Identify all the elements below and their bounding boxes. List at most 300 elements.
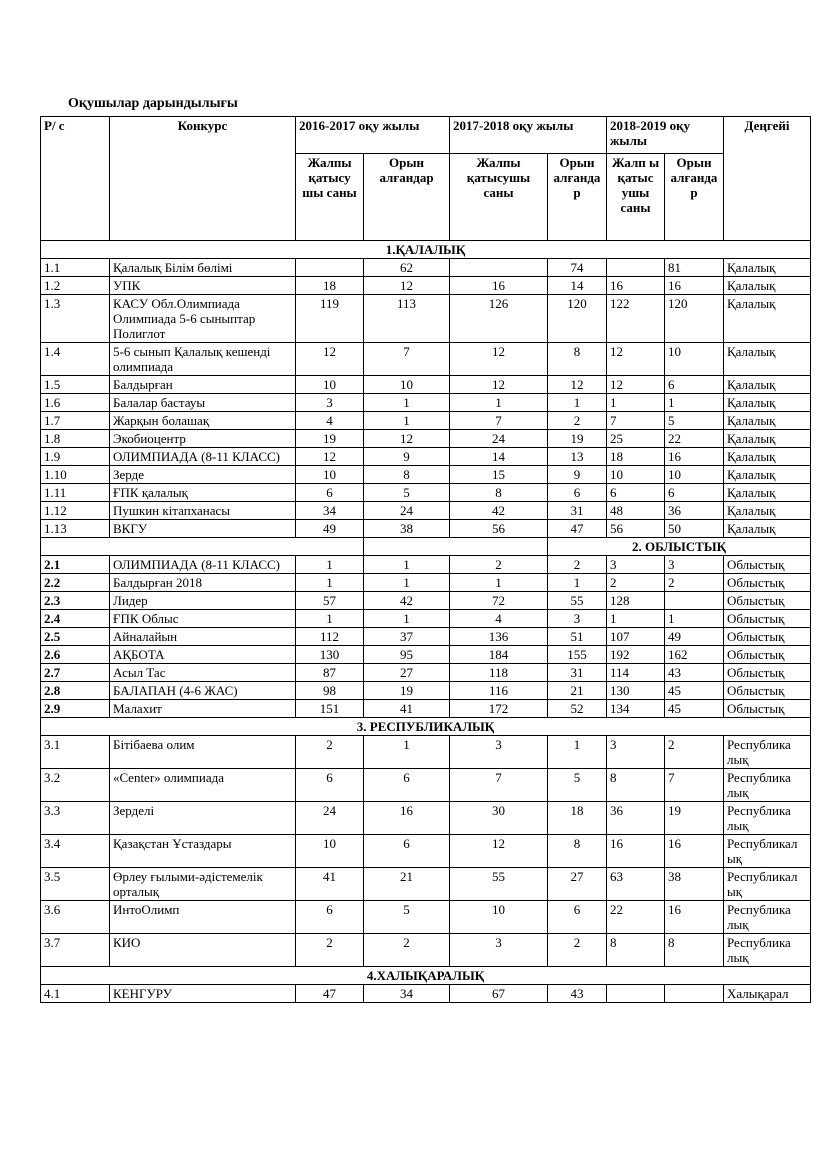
contest-name: КЕНГУРУ bbox=[110, 985, 296, 1003]
y2-places: 5 bbox=[548, 769, 607, 802]
y1-places: 34 bbox=[364, 985, 450, 1003]
level: Халықарал bbox=[724, 985, 811, 1003]
level: Республикал ық bbox=[724, 835, 811, 868]
y2-places: 2 bbox=[548, 934, 607, 967]
y3-total: 1 bbox=[607, 394, 665, 412]
table-row bbox=[41, 376, 811, 394]
y2-places: 9 bbox=[548, 466, 607, 484]
row-number: 3.3 bbox=[41, 802, 110, 835]
row-number: 1.1 bbox=[41, 259, 110, 277]
level: Қалалық bbox=[724, 448, 811, 466]
y1-total: 47 bbox=[296, 985, 364, 1003]
level: Қалалық bbox=[724, 466, 811, 484]
contest-name: Пушкин кітапханасы bbox=[110, 502, 296, 520]
row-number: 2.6 bbox=[41, 646, 110, 664]
contest-name: ИнтоОлимп bbox=[110, 901, 296, 934]
y2-places: 31 bbox=[548, 502, 607, 520]
header-y3-total: Жалп ы қатыс ушы саны bbox=[607, 154, 665, 241]
y1-total: 3 bbox=[296, 394, 364, 412]
y1-places: 24 bbox=[364, 502, 450, 520]
level: Облыстық bbox=[724, 574, 811, 592]
row-number: 4.1 bbox=[41, 985, 110, 1003]
row-number: 3.1 bbox=[41, 736, 110, 769]
row-number: 1.11 bbox=[41, 484, 110, 502]
table-row bbox=[41, 484, 811, 502]
table-row bbox=[41, 628, 811, 646]
table-row bbox=[41, 610, 811, 628]
row-number: 2.1 bbox=[41, 556, 110, 574]
y1-total: 130 bbox=[296, 646, 364, 664]
y2-places: 51 bbox=[548, 628, 607, 646]
level: Республика лық bbox=[724, 934, 811, 967]
contest-name: Қалалық Білім бөлімі bbox=[110, 259, 296, 277]
y2-places: 19 bbox=[548, 430, 607, 448]
y3-places: 22 bbox=[665, 430, 724, 448]
header-y2-total: Жалпы қатысушы саны bbox=[450, 154, 548, 241]
y2-places: 31 bbox=[548, 664, 607, 682]
y2-total: 15 bbox=[450, 466, 548, 484]
row-number: 2.9 bbox=[41, 700, 110, 718]
table-row bbox=[41, 502, 811, 520]
contest-name: БАЛАПАН (4-6 ЖАС) bbox=[110, 682, 296, 700]
table-row bbox=[41, 520, 811, 538]
level: Облыстық bbox=[724, 700, 811, 718]
row-number: 2.7 bbox=[41, 664, 110, 682]
y1-places: 27 bbox=[364, 664, 450, 682]
y3-total bbox=[607, 259, 665, 277]
y1-places: 37 bbox=[364, 628, 450, 646]
header-year-2016-2017: 2016-2017 оқу жылы bbox=[296, 117, 450, 154]
y1-places: 12 bbox=[364, 430, 450, 448]
y2-places: 6 bbox=[548, 484, 607, 502]
y3-places: 3 bbox=[665, 556, 724, 574]
table-row bbox=[41, 901, 811, 934]
y1-places: 2 bbox=[364, 934, 450, 967]
y3-places bbox=[665, 985, 724, 1003]
contest-name: Балдырған 2018 bbox=[110, 574, 296, 592]
row-number: 1.2 bbox=[41, 277, 110, 295]
y2-total: 24 bbox=[450, 430, 548, 448]
y2-total: 16 bbox=[450, 277, 548, 295]
y3-total: 12 bbox=[607, 343, 665, 376]
y1-places: 62 bbox=[364, 259, 450, 277]
section-title: 2. ОБЛЫСТЫҚ bbox=[548, 538, 811, 556]
level: Қалалық bbox=[724, 259, 811, 277]
y2-total: 30 bbox=[450, 802, 548, 835]
row-number: 2.4 bbox=[41, 610, 110, 628]
y2-places: 155 bbox=[548, 646, 607, 664]
y1-places: 42 bbox=[364, 592, 450, 610]
y3-total: 192 bbox=[607, 646, 665, 664]
table-row bbox=[41, 430, 811, 448]
table-row bbox=[41, 295, 811, 343]
y1-places: 5 bbox=[364, 484, 450, 502]
y3-total: 114 bbox=[607, 664, 665, 682]
level: Қалалық bbox=[724, 412, 811, 430]
y1-places: 38 bbox=[364, 520, 450, 538]
y1-places: 6 bbox=[364, 769, 450, 802]
level: Облыстық bbox=[724, 682, 811, 700]
y1-total: 6 bbox=[296, 769, 364, 802]
y2-total: 4 bbox=[450, 610, 548, 628]
y2-places: 6 bbox=[548, 901, 607, 934]
y1-places: 12 bbox=[364, 277, 450, 295]
level: Республика лық bbox=[724, 769, 811, 802]
y1-total: 2 bbox=[296, 736, 364, 769]
table-row bbox=[41, 343, 811, 376]
contest-name: ОЛИМПИАДА (8-11 КЛАСС) bbox=[110, 448, 296, 466]
contest-name: Экобиоцентр bbox=[110, 430, 296, 448]
y1-places: 95 bbox=[364, 646, 450, 664]
y3-places: 2 bbox=[665, 574, 724, 592]
section-header-row bbox=[41, 718, 811, 736]
y1-places: 1 bbox=[364, 556, 450, 574]
y1-total: 12 bbox=[296, 343, 364, 376]
y2-total: 7 bbox=[450, 769, 548, 802]
section-header-row bbox=[41, 967, 811, 985]
y3-places: 10 bbox=[665, 466, 724, 484]
table-row bbox=[41, 646, 811, 664]
row-number: 2.3 bbox=[41, 592, 110, 610]
y1-places: 1 bbox=[364, 412, 450, 430]
y1-places: 10 bbox=[364, 376, 450, 394]
y3-total: 56 bbox=[607, 520, 665, 538]
row-number: 1.13 bbox=[41, 520, 110, 538]
y2-total: 1 bbox=[450, 574, 548, 592]
y2-total bbox=[450, 259, 548, 277]
y1-places: 1 bbox=[364, 574, 450, 592]
row-number: 1.7 bbox=[41, 412, 110, 430]
y2-places: 2 bbox=[548, 412, 607, 430]
contest-name: ОЛИМПИАДА (8-11 КЛАСС) bbox=[110, 556, 296, 574]
y3-places: 2 bbox=[665, 736, 724, 769]
y3-places: 19 bbox=[665, 802, 724, 835]
y3-total: 22 bbox=[607, 901, 665, 934]
y3-total: 3 bbox=[607, 556, 665, 574]
y2-places: 1 bbox=[548, 736, 607, 769]
y1-total: 112 bbox=[296, 628, 364, 646]
y2-places: 43 bbox=[548, 985, 607, 1003]
level: Қалалық bbox=[724, 502, 811, 520]
y2-total: 55 bbox=[450, 868, 548, 901]
y2-total: 42 bbox=[450, 502, 548, 520]
y1-total: 4 bbox=[296, 412, 364, 430]
y3-total: 25 bbox=[607, 430, 665, 448]
level: Республика лық bbox=[724, 802, 811, 835]
contest-name: Айналайын bbox=[110, 628, 296, 646]
level: Облыстық bbox=[724, 628, 811, 646]
y1-total: 87 bbox=[296, 664, 364, 682]
y3-total: 7 bbox=[607, 412, 665, 430]
y2-total: 172 bbox=[450, 700, 548, 718]
y1-total: 1 bbox=[296, 574, 364, 592]
y3-places: 45 bbox=[665, 682, 724, 700]
y3-total: 128 bbox=[607, 592, 665, 610]
table-row bbox=[41, 700, 811, 718]
y1-places: 5 bbox=[364, 901, 450, 934]
contest-name: ВКГУ bbox=[110, 520, 296, 538]
y2-places: 52 bbox=[548, 700, 607, 718]
contest-name: «Center» олимпиада bbox=[110, 769, 296, 802]
header-y3-places: Орын алғанда р bbox=[665, 154, 724, 241]
row-number: 3.6 bbox=[41, 901, 110, 934]
y3-places: 43 bbox=[665, 664, 724, 682]
contest-name: КАСУ Обл.Олимпиада Олимпиада 5-6 сыныптар Полиглот bbox=[110, 295, 296, 343]
y3-total: 8 bbox=[607, 934, 665, 967]
header-level: Деңгейі bbox=[724, 117, 811, 241]
row-number: 3.2 bbox=[41, 769, 110, 802]
y3-total: 10 bbox=[607, 466, 665, 484]
contest-name: КИО bbox=[110, 934, 296, 967]
y2-total: 10 bbox=[450, 901, 548, 934]
row-number: 1.3 bbox=[41, 295, 110, 343]
y3-total: 107 bbox=[607, 628, 665, 646]
contest-name: УПК bbox=[110, 277, 296, 295]
y1-total: 19 bbox=[296, 430, 364, 448]
y3-total: 36 bbox=[607, 802, 665, 835]
y3-total: 134 bbox=[607, 700, 665, 718]
y1-total: 41 bbox=[296, 868, 364, 901]
y1-total: 1 bbox=[296, 610, 364, 628]
table-row bbox=[41, 664, 811, 682]
header-year-2018-2019: 2018-2019 оқу жылы bbox=[607, 117, 724, 154]
table-row bbox=[41, 592, 811, 610]
y1-total: 12 bbox=[296, 448, 364, 466]
y3-places: 6 bbox=[665, 484, 724, 502]
level: Облыстық bbox=[724, 556, 811, 574]
section-blank-cell bbox=[41, 538, 364, 556]
level: Қалалық bbox=[724, 520, 811, 538]
row-number: 1.4 bbox=[41, 343, 110, 376]
y2-total: 12 bbox=[450, 835, 548, 868]
y3-total: 2 bbox=[607, 574, 665, 592]
y2-total: 3 bbox=[450, 736, 548, 769]
level: Облыстық bbox=[724, 592, 811, 610]
contest-name: Лидер bbox=[110, 592, 296, 610]
y1-places: 41 bbox=[364, 700, 450, 718]
row-number: 1.8 bbox=[41, 430, 110, 448]
level: Республика лық bbox=[724, 736, 811, 769]
section-title: 4.ХАЛЫҚАРАЛЫҚ bbox=[41, 967, 811, 985]
contest-name: Малахит bbox=[110, 700, 296, 718]
y1-total: 1 bbox=[296, 556, 364, 574]
y2-total: 14 bbox=[450, 448, 548, 466]
y2-places: 18 bbox=[548, 802, 607, 835]
y2-total: 1 bbox=[450, 394, 548, 412]
y1-total: 119 bbox=[296, 295, 364, 343]
y2-places: 47 bbox=[548, 520, 607, 538]
level: Облыстық bbox=[724, 664, 811, 682]
y3-places: 36 bbox=[665, 502, 724, 520]
y1-places: 9 bbox=[364, 448, 450, 466]
y1-total: 10 bbox=[296, 466, 364, 484]
header-y1-total: Жалпы қатысу шы саны bbox=[296, 154, 364, 241]
y1-places: 19 bbox=[364, 682, 450, 700]
section-blank-cell bbox=[364, 538, 548, 556]
y3-places: 162 bbox=[665, 646, 724, 664]
level: Қалалық bbox=[724, 343, 811, 376]
contest-name: 5-6 сынып Қалалық кешенді олимпиада bbox=[110, 343, 296, 376]
row-number: 3.5 bbox=[41, 868, 110, 901]
table-row bbox=[41, 682, 811, 700]
section-header-row bbox=[41, 538, 811, 556]
level: Облыстық bbox=[724, 610, 811, 628]
y1-total: 6 bbox=[296, 901, 364, 934]
row-number: 1.12 bbox=[41, 502, 110, 520]
y1-total: 10 bbox=[296, 376, 364, 394]
y3-places: 16 bbox=[665, 448, 724, 466]
contest-name: Бітібаева олим bbox=[110, 736, 296, 769]
y3-places: 38 bbox=[665, 868, 724, 901]
contest-name: Балдырған bbox=[110, 376, 296, 394]
table-row bbox=[41, 448, 811, 466]
level: Қалалық bbox=[724, 376, 811, 394]
table-row bbox=[41, 985, 811, 1003]
y2-total: 7 bbox=[450, 412, 548, 430]
table-row bbox=[41, 259, 811, 277]
y1-places: 1 bbox=[364, 610, 450, 628]
y2-total: 2 bbox=[450, 556, 548, 574]
y2-total: 116 bbox=[450, 682, 548, 700]
y3-places bbox=[665, 592, 724, 610]
level: Қалалық bbox=[724, 430, 811, 448]
section-header-row bbox=[41, 241, 811, 259]
level: Қалалық bbox=[724, 295, 811, 343]
y3-places: 16 bbox=[665, 901, 724, 934]
y2-total: 12 bbox=[450, 376, 548, 394]
table-row bbox=[41, 769, 811, 802]
table-row bbox=[41, 835, 811, 868]
contest-name: Қазақстан Ұстаздары bbox=[110, 835, 296, 868]
row-number: 1.9 bbox=[41, 448, 110, 466]
y2-total: 126 bbox=[450, 295, 548, 343]
row-number: 1.5 bbox=[41, 376, 110, 394]
section-title: 3. РЕСПУБЛИКАЛЫҚ bbox=[41, 718, 811, 736]
section-title: 1.ҚАЛАЛЫҚ bbox=[41, 241, 811, 259]
level: Облыстық bbox=[724, 646, 811, 664]
y2-places: 12 bbox=[548, 376, 607, 394]
y2-places: 2 bbox=[548, 556, 607, 574]
y1-total: 151 bbox=[296, 700, 364, 718]
y3-places: 10 bbox=[665, 343, 724, 376]
y2-places: 8 bbox=[548, 343, 607, 376]
header-contest: Конкурс bbox=[110, 117, 296, 241]
contest-name: Өрлеу ғылыми-әдістемелік орталық bbox=[110, 868, 296, 901]
y2-total: 118 bbox=[450, 664, 548, 682]
row-number: 3.7 bbox=[41, 934, 110, 967]
y1-places: 1 bbox=[364, 736, 450, 769]
y1-places: 7 bbox=[364, 343, 450, 376]
header-number: Р/ с bbox=[41, 117, 110, 241]
y2-total: 72 bbox=[450, 592, 548, 610]
contest-name: ҒПК Облыс bbox=[110, 610, 296, 628]
y3-total: 18 bbox=[607, 448, 665, 466]
y3-places: 81 bbox=[665, 259, 724, 277]
y3-places: 7 bbox=[665, 769, 724, 802]
y3-places: 16 bbox=[665, 835, 724, 868]
y1-total: 2 bbox=[296, 934, 364, 967]
y1-places: 6 bbox=[364, 835, 450, 868]
y1-places: 16 bbox=[364, 802, 450, 835]
y2-places: 1 bbox=[548, 574, 607, 592]
contest-name: Балалар бастауы bbox=[110, 394, 296, 412]
table-row bbox=[41, 574, 811, 592]
y1-places: 8 bbox=[364, 466, 450, 484]
row-number: 2.2 bbox=[41, 574, 110, 592]
y2-total: 56 bbox=[450, 520, 548, 538]
table-row bbox=[41, 394, 811, 412]
y3-places: 50 bbox=[665, 520, 724, 538]
row-number: 1.10 bbox=[41, 466, 110, 484]
y2-total: 8 bbox=[450, 484, 548, 502]
y1-total: 57 bbox=[296, 592, 364, 610]
y3-places: 8 bbox=[665, 934, 724, 967]
y3-places: 1 bbox=[665, 394, 724, 412]
y3-total bbox=[607, 985, 665, 1003]
y1-total: 98 bbox=[296, 682, 364, 700]
header-y2-places: Орын алғанда р bbox=[548, 154, 607, 241]
y2-places: 1 bbox=[548, 394, 607, 412]
y3-places: 49 bbox=[665, 628, 724, 646]
level: Республикал ық bbox=[724, 868, 811, 901]
contest-name: Жарқын болашақ bbox=[110, 412, 296, 430]
row-number: 3.4 bbox=[41, 835, 110, 868]
y1-total: 18 bbox=[296, 277, 364, 295]
contest-name: Зерделі bbox=[110, 802, 296, 835]
contest-name: ҒПК қалалық bbox=[110, 484, 296, 502]
y3-places: 16 bbox=[665, 277, 724, 295]
giftedness-table bbox=[40, 116, 811, 1003]
y3-total: 1 bbox=[607, 610, 665, 628]
y3-total: 130 bbox=[607, 682, 665, 700]
y1-total bbox=[296, 259, 364, 277]
table-row bbox=[41, 868, 811, 901]
y2-total: 67 bbox=[450, 985, 548, 1003]
y2-places: 55 bbox=[548, 592, 607, 610]
y1-total: 10 bbox=[296, 835, 364, 868]
y2-places: 74 bbox=[548, 259, 607, 277]
y3-total: 12 bbox=[607, 376, 665, 394]
y3-places: 1 bbox=[665, 610, 724, 628]
y3-total: 16 bbox=[607, 835, 665, 868]
table-row bbox=[41, 466, 811, 484]
y2-total: 3 bbox=[450, 934, 548, 967]
y3-total: 8 bbox=[607, 769, 665, 802]
y1-places: 113 bbox=[364, 295, 450, 343]
y2-places: 3 bbox=[548, 610, 607, 628]
level: Қалалық bbox=[724, 484, 811, 502]
table-row bbox=[41, 802, 811, 835]
y1-places: 1 bbox=[364, 394, 450, 412]
y3-places: 6 bbox=[665, 376, 724, 394]
y2-total: 136 bbox=[450, 628, 548, 646]
row-number: 2.8 bbox=[41, 682, 110, 700]
y3-places: 120 bbox=[665, 295, 724, 343]
y2-places: 13 bbox=[548, 448, 607, 466]
row-number: 1.6 bbox=[41, 394, 110, 412]
y2-places: 14 bbox=[548, 277, 607, 295]
row-number: 2.5 bbox=[41, 628, 110, 646]
table-row bbox=[41, 934, 811, 967]
level: Республика лық bbox=[724, 901, 811, 934]
contest-name: Асыл Тас bbox=[110, 664, 296, 682]
y3-total: 3 bbox=[607, 736, 665, 769]
y3-total: 6 bbox=[607, 484, 665, 502]
y2-total: 12 bbox=[450, 343, 548, 376]
y2-places: 27 bbox=[548, 868, 607, 901]
y1-total: 24 bbox=[296, 802, 364, 835]
y1-total: 49 bbox=[296, 520, 364, 538]
